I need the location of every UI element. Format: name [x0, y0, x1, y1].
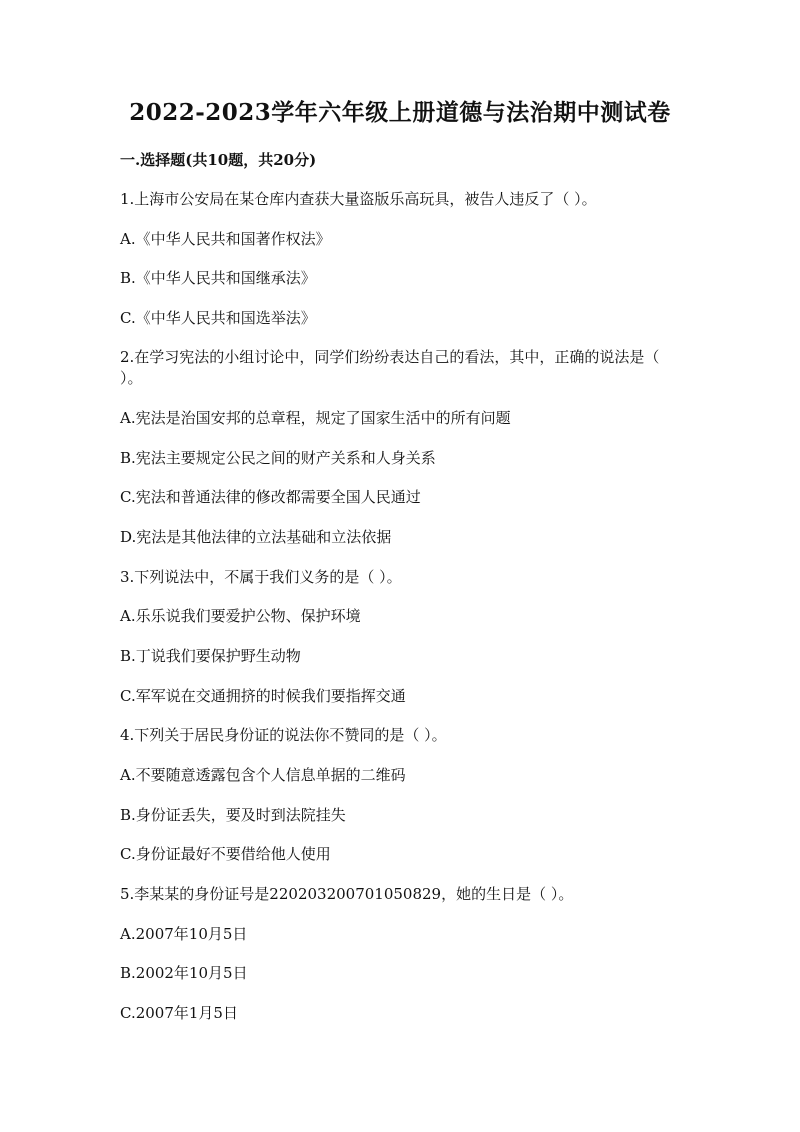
option-item: C.宪法和普通法律的修改都需要全国人民通过: [120, 488, 421, 506]
option-item: C.2007年1月5日: [120, 1004, 238, 1022]
question-stem: 2.在学习宪法的小组讨论中，同学们纷纷表达自己的看法，其中，正确的说法是（ ）。: [120, 348, 660, 387]
option-item: A.乐乐说我们要爱护公物、保护环境: [120, 607, 361, 625]
option-item: C.身份证最好不要借给他人使用: [120, 845, 331, 863]
option-item: B.2002年10月5日: [120, 964, 248, 982]
option-item: B.身份证丢失，要及时到法院挂失: [120, 806, 346, 824]
option-item: B.丁说我们要保护野生动物: [120, 647, 301, 665]
option-item: C.《中华人民共和国选举法》: [120, 309, 316, 327]
option-item: A.宪法是治国安邦的总章程，规定了国家生活中的所有问题: [120, 409, 511, 427]
option-item: C.军军说在交通拥挤的时候我们要指挥交通: [120, 687, 406, 705]
section-heading: 一.选择题(共10题，共20分): [120, 151, 317, 169]
option-item: A.《中华人民共和国著作权法》: [120, 230, 331, 248]
option-item: D.宪法是其他法律的立法基础和立法依据: [120, 528, 392, 546]
question-stem: 3.下列说法中，不属于我们义务的是（ ）。: [120, 568, 402, 586]
option-item: A.2007年10月5日: [120, 925, 248, 943]
option-item: B.《中华人民共和国继承法》: [120, 269, 316, 287]
question-stem: 4.下列关于居民身份证的说法你不赞同的是（ ）。: [120, 726, 447, 744]
option-item: A.不要随意透露包含个人信息单据的二维码: [120, 766, 406, 784]
question-stem: 5.李某某的身份证号是220203200701050829，她的生日是（ ）。: [120, 885, 574, 903]
question-stem: 1.上海市公安局在某仓库内查获大量盗版乐高玩具，被告人违反了（ ）。: [120, 190, 597, 208]
exam-title: 2022-2023学年六年级上册道德与法治期中测试卷: [129, 99, 671, 126]
option-item: B.宪法主要规定公民之间的财产关系和人身关系: [120, 449, 436, 467]
